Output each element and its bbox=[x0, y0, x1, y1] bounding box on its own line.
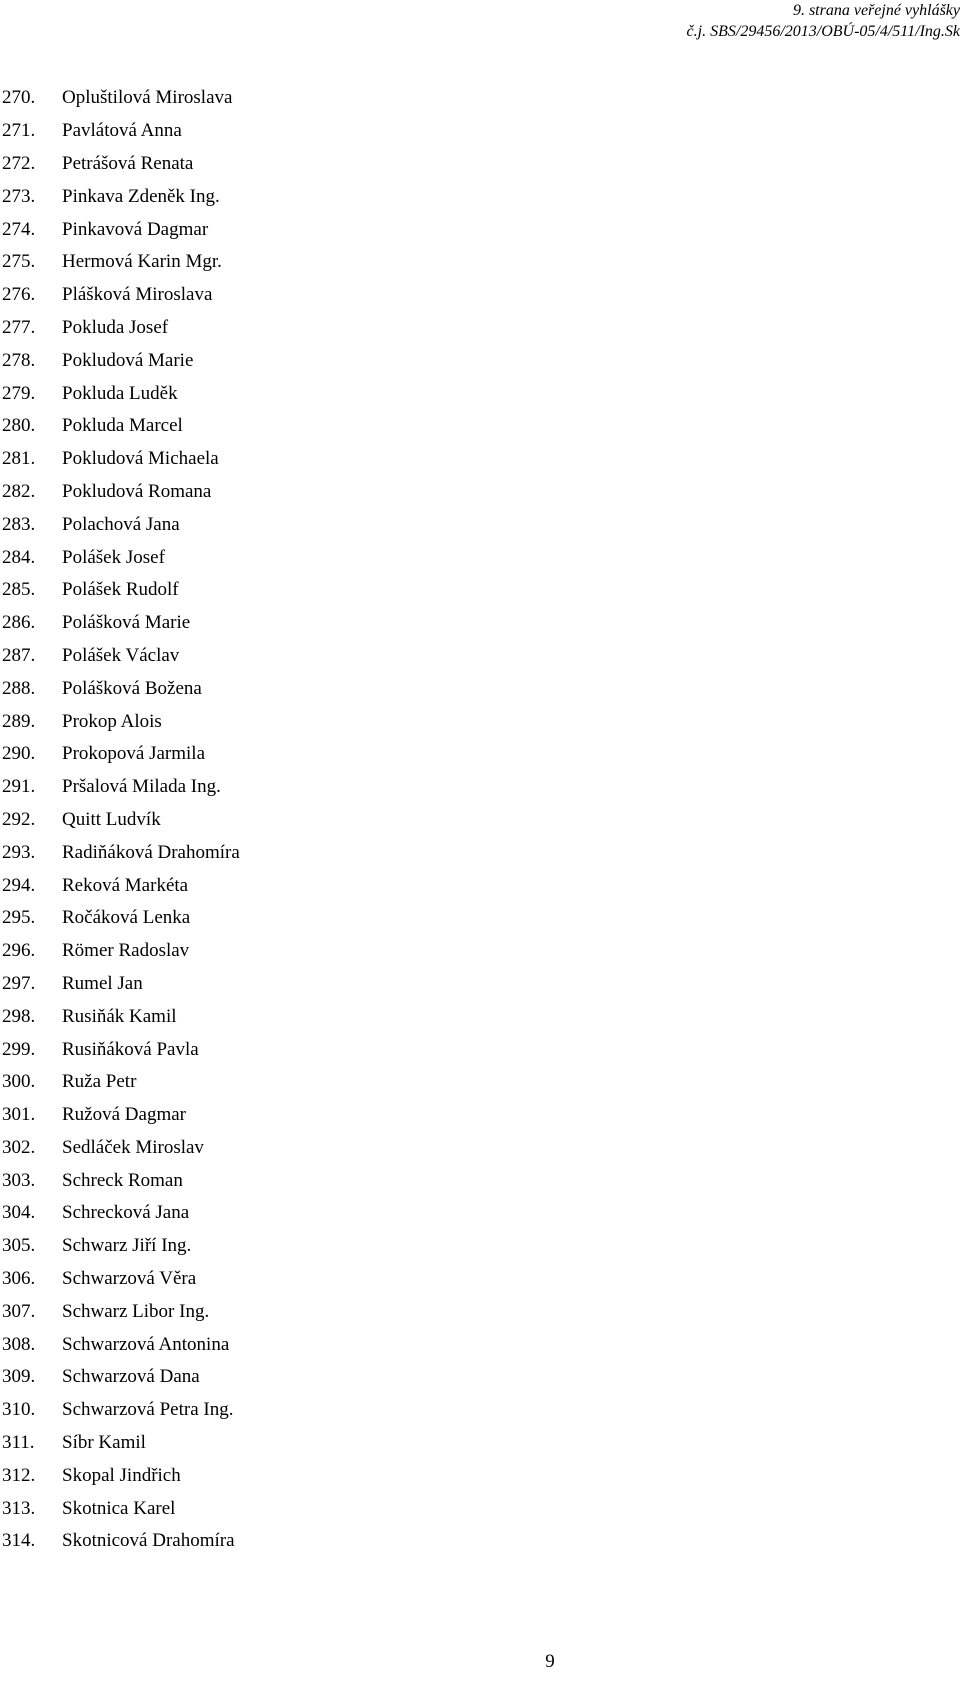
list-item bbox=[2, 935, 240, 968]
entry-number: 282. bbox=[2, 480, 36, 502]
entry-name: Sedláček Miroslav bbox=[62, 1136, 204, 1158]
list-item bbox=[2, 377, 240, 410]
entry-name: Ružová Dagmar bbox=[62, 1104, 186, 1126]
entry-number: 302. bbox=[2, 1136, 36, 1158]
entry-number: 314. bbox=[2, 1530, 36, 1552]
entry-name: Síbr Kamil bbox=[62, 1432, 146, 1454]
entry-number: 299. bbox=[2, 1038, 36, 1060]
name-list bbox=[2, 82, 240, 1558]
entry-number: 309. bbox=[2, 1366, 36, 1388]
entry-name: Plášková Miroslava bbox=[62, 284, 213, 306]
entry-name: Rumel Jan bbox=[62, 972, 143, 994]
entry-name: Polášek Rudolf bbox=[62, 579, 179, 601]
entry-name: Opluštilová Miroslava bbox=[62, 87, 233, 109]
entry-number: 306. bbox=[2, 1268, 36, 1290]
entry-name: Pokluda Marcel bbox=[62, 415, 183, 437]
entry-number: 298. bbox=[2, 1005, 36, 1027]
list-item bbox=[2, 541, 240, 574]
entry-number: 289. bbox=[2, 710, 36, 732]
entry-number: 287. bbox=[2, 644, 36, 666]
list-item bbox=[2, 1492, 240, 1525]
entry-number: 276. bbox=[2, 284, 36, 306]
list-item bbox=[2, 115, 240, 148]
entry-number: 308. bbox=[2, 1333, 36, 1355]
list-item bbox=[2, 902, 240, 935]
entry-name: Prokop Alois bbox=[62, 710, 162, 732]
entry-name: Ruža Petr bbox=[62, 1071, 137, 1093]
header-document-page: 9. strana veřejné vyhlášky bbox=[792, 2, 960, 19]
entry-number: 286. bbox=[2, 612, 36, 634]
entry-number: 271. bbox=[2, 120, 36, 142]
entry-number: 292. bbox=[2, 808, 36, 830]
entry-name: Quitt Ludvík bbox=[62, 808, 161, 830]
list-item bbox=[2, 410, 240, 443]
entry-number: 278. bbox=[2, 349, 36, 371]
list-item bbox=[2, 312, 240, 345]
list-item bbox=[2, 1394, 240, 1427]
entry-name: Pavlátová Anna bbox=[62, 120, 182, 142]
entry-name: Römer Radoslav bbox=[62, 940, 190, 962]
list-item bbox=[2, 1164, 240, 1197]
list-item bbox=[2, 1295, 240, 1328]
entry-number: 294. bbox=[2, 874, 36, 896]
entry-number: 305. bbox=[2, 1235, 36, 1257]
entry-number: 277. bbox=[2, 316, 36, 338]
list-item bbox=[2, 1328, 240, 1361]
entry-number: 307. bbox=[2, 1300, 36, 1322]
entry-number: 300. bbox=[2, 1071, 36, 1093]
entry-name: Ročáková Lenka bbox=[62, 907, 191, 929]
entry-number: 279. bbox=[2, 382, 36, 404]
entry-number: 311. bbox=[2, 1432, 35, 1454]
entry-name: Pokludová Michaela bbox=[62, 448, 219, 470]
entry-name: Pokludová Marie bbox=[62, 349, 194, 371]
list-item bbox=[2, 82, 240, 115]
entry-name: Schwarzová Věra bbox=[62, 1268, 197, 1290]
list-item bbox=[2, 344, 240, 377]
entry-number: 270. bbox=[2, 87, 36, 109]
entry-number: 312. bbox=[2, 1464, 36, 1486]
header-reference-number: č.j. SBS/29456/2013/OBÚ-05/4/511/Ing.Sk bbox=[686, 23, 960, 40]
list-item bbox=[2, 1033, 240, 1066]
entry-name: Polášková Božena bbox=[62, 677, 202, 699]
entry-number: 310. bbox=[2, 1399, 36, 1421]
entry-number: 275. bbox=[2, 251, 36, 273]
list-item bbox=[2, 1427, 240, 1460]
list-item bbox=[2, 1525, 240, 1558]
entry-number: 313. bbox=[2, 1497, 36, 1519]
entry-number: 303. bbox=[2, 1169, 36, 1191]
list-item bbox=[2, 1066, 240, 1099]
entry-name: Schreck Roman bbox=[62, 1169, 183, 1191]
list-item bbox=[2, 836, 240, 869]
entry-name: Schwarzová Petra Ing. bbox=[62, 1399, 234, 1421]
list-item bbox=[2, 246, 240, 279]
entry-number: 304. bbox=[2, 1202, 36, 1224]
list-item bbox=[2, 1197, 240, 1230]
list-item bbox=[2, 1132, 240, 1165]
entry-number: 290. bbox=[2, 743, 36, 765]
entry-name: Schwarzová Dana bbox=[62, 1366, 200, 1388]
entry-name: Pinkavová Dagmar bbox=[62, 218, 209, 240]
list-item bbox=[2, 1099, 240, 1132]
entry-number: 291. bbox=[2, 776, 36, 798]
entry-name: Skotnicová Drahomíra bbox=[62, 1530, 235, 1552]
list-item bbox=[2, 508, 240, 541]
entry-name: Rusiňák Kamil bbox=[62, 1005, 177, 1027]
entry-name: Skopal Jindřich bbox=[62, 1464, 181, 1486]
entry-number: 274. bbox=[2, 218, 36, 240]
entry-name: Polášková Marie bbox=[62, 612, 191, 634]
page-number: 9 bbox=[545, 1651, 555, 1672]
entry-number: 273. bbox=[2, 185, 36, 207]
entry-name: Pokluda Luděk bbox=[62, 382, 178, 404]
list-item bbox=[2, 869, 240, 902]
entry-number: 285. bbox=[2, 579, 36, 601]
entry-name: Prokopová Jarmila bbox=[62, 743, 206, 765]
entry-name: Rusiňáková Pavla bbox=[62, 1038, 199, 1060]
entry-name: Pokluda Josef bbox=[62, 316, 169, 338]
entry-name: Reková Markéta bbox=[62, 874, 189, 896]
list-item bbox=[2, 213, 240, 246]
entry-name: Schwarz Libor Ing. bbox=[62, 1300, 210, 1322]
entry-name: Polášek Václav bbox=[62, 644, 180, 666]
list-item bbox=[2, 1361, 240, 1394]
list-item bbox=[2, 1459, 240, 1492]
entry-name: Schrecková Jana bbox=[62, 1202, 190, 1224]
list-item bbox=[2, 476, 240, 509]
entry-number: 284. bbox=[2, 546, 36, 568]
list-item bbox=[2, 968, 240, 1001]
list-item bbox=[2, 771, 240, 804]
list-item bbox=[2, 607, 240, 640]
entry-name: Pinkava Zdeněk Ing. bbox=[62, 185, 220, 207]
entry-number: 288. bbox=[2, 677, 36, 699]
list-item bbox=[2, 738, 240, 771]
entry-name: Radiňáková Drahomíra bbox=[62, 841, 240, 863]
entry-number: 297. bbox=[2, 972, 36, 994]
page-header bbox=[540, 0, 960, 42]
list-item bbox=[2, 279, 240, 312]
entry-number: 283. bbox=[2, 513, 36, 535]
entry-number: 272. bbox=[2, 152, 36, 174]
entry-number: 280. bbox=[2, 415, 36, 437]
list-item bbox=[2, 1263, 240, 1296]
entry-name: Petrášová Renata bbox=[62, 152, 194, 174]
entry-name: Pokludová Romana bbox=[62, 480, 212, 502]
entry-number: 296. bbox=[2, 940, 36, 962]
entry-number: 301. bbox=[2, 1104, 36, 1126]
list-item bbox=[2, 804, 240, 837]
list-item bbox=[2, 148, 240, 181]
entry-number: 293. bbox=[2, 841, 36, 863]
entry-name: Skotnica Karel bbox=[62, 1497, 176, 1519]
entry-name: Polášek Josef bbox=[62, 546, 165, 568]
entry-number: 281. bbox=[2, 448, 36, 470]
entry-name: Pršalová Milada Ing. bbox=[62, 776, 221, 798]
list-item bbox=[2, 1230, 240, 1263]
entry-number: 295. bbox=[2, 907, 36, 929]
list-item bbox=[2, 672, 240, 705]
list-item bbox=[2, 705, 240, 738]
entry-name: Hermová Karin Mgr. bbox=[62, 251, 222, 273]
list-item bbox=[2, 180, 240, 213]
list-item bbox=[2, 443, 240, 476]
entry-name: Schwarz Jiří Ing. bbox=[62, 1235, 192, 1257]
list-item bbox=[2, 574, 240, 607]
entry-name: Schwarzová Antonina bbox=[62, 1333, 230, 1355]
list-item bbox=[2, 1000, 240, 1033]
entry-name: Polachová Jana bbox=[62, 513, 180, 535]
list-item bbox=[2, 640, 240, 673]
